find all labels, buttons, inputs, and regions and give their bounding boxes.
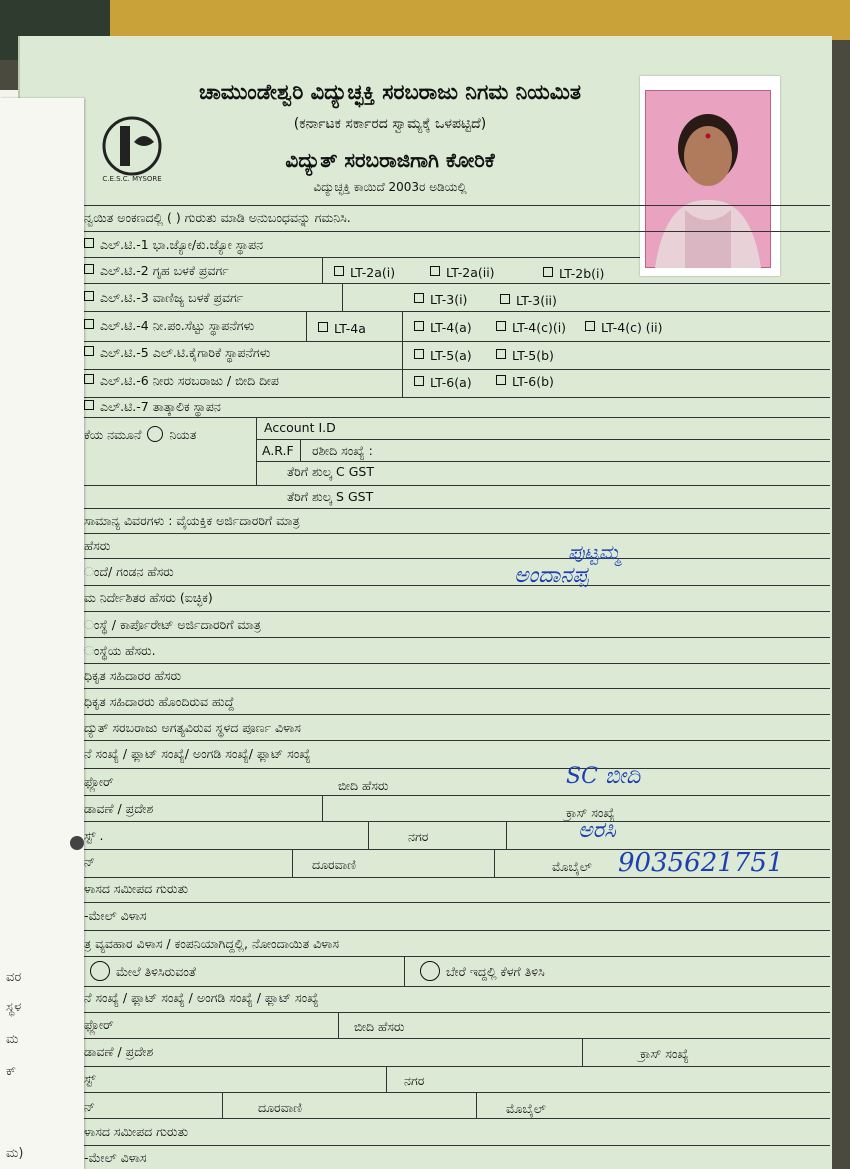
cell-divider: [322, 795, 323, 821]
row-rule: [84, 821, 830, 822]
cross-no-label-2: ಕ್ರಾಸ್ ಸಂಖ್ಯೆ: [640, 1046, 689, 1061]
checkbox-icon: [414, 349, 424, 359]
landmark-label: ಳಾಸದ ಸಮೀಪದ ಗುರುತು: [84, 881, 189, 896]
punch-hole: [70, 836, 84, 850]
handwritten-father-name: ಅಂದಾನಪ್ಪ: [514, 563, 589, 588]
row-rule: [84, 533, 830, 534]
applicant-photo-card: [640, 76, 780, 276]
city-label-2: ನಗರ: [404, 1073, 425, 1088]
connection-type-label: ಕೆಯ ನಮೂನೆ ನಿಯತ: [84, 427, 197, 442]
row-rule: [84, 283, 830, 284]
street-label-2: ಬೀದಿ ಹೆಸರು: [354, 1019, 405, 1034]
cgst-label: ತೆರಿಗೆ ಶುಲ್ಕ C GST: [287, 464, 375, 479]
floor-label: ಫ್ಲೋರ್: [84, 774, 114, 789]
tariff-lt3[interactable]: ಎಲ್.ಟಿ.-3 ವಾಣಿಜ್ಯ ಬಳಕೆ ಪ್ರವರ್ಗ: [84, 290, 243, 306]
post-label: ಸ್ಟ್ .: [84, 828, 104, 843]
tariff-lt6[interactable]: ಎಲ್.ಟಿ.-6 ನೀರು ಸರಬರಾಜು / ಬೀದಿ ದೀಪ: [84, 373, 279, 389]
row-rule: [84, 231, 830, 232]
email-label: -ಮೇಲ್ ವಿಳಾಸ: [84, 908, 147, 923]
pin-label: ನ್: [84, 854, 96, 869]
checkbox-icon: [84, 346, 94, 356]
logo-caption: C.E.S.C. MYSORE: [102, 175, 162, 183]
option-lt2a-i[interactable]: LT-2a(i): [334, 265, 395, 280]
cell-divider: [476, 1092, 477, 1118]
post-label-2: ಸ್ಟ್: [84, 1071, 96, 1086]
row-rule: [84, 1012, 830, 1013]
checkbox-icon: [84, 264, 94, 274]
row-rule: [84, 205, 830, 206]
row-rule: [84, 986, 830, 987]
checkbox-icon: [496, 349, 506, 359]
handwritten-mobile: 9035621751: [618, 848, 784, 878]
cell-divider: [256, 417, 257, 485]
row-rule: [84, 558, 830, 559]
row-rule: [84, 740, 830, 741]
checkbox-icon: [585, 321, 595, 331]
row-rule: [84, 637, 830, 638]
cell-divider: [404, 956, 405, 986]
checkbox-icon: [430, 266, 440, 276]
arf-label: A.R.F: [262, 443, 294, 458]
handwritten-street: SC ಬೀದಿ: [566, 764, 641, 789]
area-label-2: ಡಾವಣೆ / ಪ್ರದೇಶ: [84, 1044, 154, 1059]
tariff-lt1[interactable]: ಎಲ್.ಟಿ.-1 ಭಾ.ಜ್ಯೋ/ಕು.ಜ್ಯೋ ಸ್ಥಾಪನ: [84, 237, 263, 253]
email-label-2: -ಮೇಲ್ ವಿಳಾಸ: [84, 1150, 147, 1165]
row-rule: [84, 714, 830, 715]
back-page-text: ವರ: [6, 970, 22, 985]
cell-divider: [494, 849, 495, 877]
row-rule: [84, 1092, 830, 1093]
row-rule: [84, 508, 830, 509]
row-rule: [84, 397, 830, 398]
instruction-text: ನ್ವಯಿತ ಅಂಕಣದಲ್ಲಿ ( ) ಗುರುತು ಮಾಡಿ ಅನುಬಂಧವನ್ನು ಗಮನಿಸಿ.: [84, 210, 351, 225]
checkbox-icon: [414, 321, 424, 331]
supply-address-heading: ದ್ಯುತ್ ಸರಬರಾಜು ಅಗತ್ಯವಿರುವ ಸ್ಥಳದ ಪೂರ್ಣ ವಿಳಾಸ: [84, 720, 301, 735]
row-rule: [84, 585, 830, 586]
cell-divider: [338, 1012, 339, 1038]
radio-icon[interactable]: [420, 961, 440, 981]
option-lt3-ii[interactable]: LT-3(ii): [500, 293, 557, 308]
checkbox-icon: [84, 400, 94, 410]
nominee-label: ಮ ನಿರ್ದೇಶಿತರ ಹೆಸರು (ಐಚ್ಛಿಕ): [84, 590, 213, 605]
cell-divider: [292, 849, 293, 877]
org-subtitle: (ಕರ್ನಾಟಕ ಸರ್ಕಾರದ ಸ್ವಾಮ್ಯಕ್ಕೆ ಒಳಪಟ್ಟಿದೆ): [293, 116, 487, 132]
checkbox-icon: [84, 291, 94, 301]
back-page-text: ಮ: [6, 1032, 19, 1047]
father-name-label: ಂದೆ/ ಗಂಡನ ಹೆಸರು: [84, 564, 174, 579]
cell-divider: [342, 283, 343, 311]
row-rule: [84, 902, 830, 903]
same-as-above-option[interactable]: ಮೇಲೆ ತಿಳಿಸಿರುವಂತೆ: [84, 961, 196, 981]
tariff-lt7[interactable]: ಎಲ್.ಟಿ.-7 ತಾತ್ಕಾಲಿಕ ಸ್ಥಾಪನ: [84, 399, 221, 415]
mobile-label: ಮೊಬೈಲ್: [552, 859, 592, 874]
checkbox-icon: [84, 374, 94, 384]
row-rule: [84, 956, 830, 957]
option-lt5a[interactable]: LT-5(a): [414, 348, 472, 363]
row-rule: [84, 795, 830, 796]
option-lt6a[interactable]: LT-6(a): [414, 375, 472, 390]
house-no-label: ನೆ ಸಂಖ್ಯೆ / ಫ್ಲಾಟ್ ಸಂಖ್ಯೆ/ ಅಂಗಡಿ ಸಂಖ್ಯೆ/ ಫ್ಲಾಟ್ ಸಂಖ್ಯೆ: [84, 746, 311, 761]
row-rule: [256, 439, 830, 440]
row-rule: [84, 369, 830, 370]
mobile-label-2: ಮೊಬೈಲ್: [506, 1101, 546, 1116]
option-lt4a[interactable]: LT-4a: [318, 321, 366, 336]
handwritten-name: ಪುಟ್ಟಮ್ಮ: [568, 540, 621, 564]
option-lt6b[interactable]: LT-6(b): [496, 374, 554, 389]
company-heading: ಂಸ್ಥೆ / ಕಾರ್ಪೊರೇಟ್ ಅರ್ಜಿದಾರರಿಗೆ ಮಾತ್ರ: [84, 617, 261, 632]
authorized-post-label: ಧಿಕೃತ ಸಹಿದಾರರು ಹೊಂದಿರುವ ಹುದ್ದೆ: [84, 694, 235, 709]
street-label: ಬೀದಿ ಹೆಸರು: [338, 778, 389, 793]
row-rule: [84, 257, 640, 258]
cell-divider: [222, 1092, 223, 1118]
checkbox-icon: [496, 375, 506, 385]
row-rule: [84, 663, 830, 664]
tariff-lt2[interactable]: ಎಲ್.ಟಿ.-2 ಗೃಹ ಬಳಕೆ ಪ್ರವರ್ಗ: [84, 263, 229, 279]
phone-label-2: ದೂರವಾಣಿ: [258, 1100, 302, 1115]
overlapping-paper: [0, 98, 84, 1169]
row-rule: [84, 930, 830, 931]
checkbox-icon: [334, 266, 344, 276]
checkbox-icon: [84, 319, 94, 329]
checkbox-icon: [414, 293, 424, 303]
name-label: ಹೆಸರು: [84, 538, 111, 553]
back-page-text: ಸ್ಥಳ: [6, 1000, 22, 1015]
radio-icon[interactable]: [147, 426, 163, 442]
tariff-lt5[interactable]: ಎಲ್.ಟಿ.-5 ಎಲ್.ಟಿ.ಕೈಗಾರಿಕೆ ಸ್ಥಾಪನೆಗಳು: [84, 345, 270, 361]
checkbox-icon: [543, 267, 553, 277]
row-rule: [84, 611, 830, 612]
option-lt2b-i[interactable]: LT-2b(i): [543, 266, 604, 281]
row-rule: [84, 1118, 830, 1119]
cesc-logo: [96, 112, 168, 184]
cell-divider: [306, 311, 307, 341]
option-lt5b[interactable]: LT-5(b): [496, 348, 554, 363]
checkbox-icon: [500, 294, 510, 304]
form-title: ವಿದ್ಯುತ್ ಸರಬರಾಜಿಗಾಗಿ ಕೋರಿಕೆ: [285, 148, 495, 172]
back-page-text: ಕ್: [6, 1064, 17, 1079]
tariff-lt4[interactable]: ಎಲ್.ಟಿ.-4 ನೀ.ಪಂ.ಸೆಟ್ಟು ಸ್ಥಾಪನೆಗಳು: [84, 318, 254, 334]
row-rule: [84, 1038, 830, 1039]
cell-divider: [506, 821, 507, 849]
row-rule: [84, 311, 830, 312]
option-lt4-a[interactable]: LT-4(a): [414, 320, 472, 335]
row-rule: [84, 417, 830, 418]
back-page-text: ಮ): [6, 1146, 24, 1161]
row-rule: [84, 485, 830, 486]
house-no-label-2: ನೆ ಸಂಖ್ಯೆ / ಫ್ಲಾಟ್ ಸಂಖ್ಯೆ / ಅಂಗಡಿ ಸಂಖ್ಯೆ / ಫ್ಲಾಟ್ ಸಂಖ್ಯೆ: [84, 990, 319, 1005]
sgst-label: ತೆರಿಗೆ ಶುಲ್ಕ S GST: [287, 489, 374, 504]
receipt-no-label: ರಶೀದಿ ಸಂಖ್ಯೆ :: [312, 443, 373, 458]
floor-label-2: ಫ್ಲೋರ್: [84, 1017, 114, 1032]
general-details-heading: ಸಾಮಾನ್ಯ ವಿವರಗಳು : ವೈಯಕ್ತಿಕ ಅರ್ಜಿದಾರರಿಗೆ ಮಾತ್ರ: [84, 513, 300, 528]
cell-divider: [582, 1038, 583, 1066]
radio-icon[interactable]: [90, 961, 110, 981]
checkbox-icon: [318, 322, 328, 332]
row-rule: [84, 688, 830, 689]
city-label: ನಗರ: [408, 829, 429, 844]
cell-divider: [300, 439, 301, 461]
applicant-photo: [645, 90, 771, 268]
checkbox-icon: [496, 321, 506, 331]
pin-label-2: ನ್: [84, 1099, 96, 1114]
communication-address-label: ತ್ರ ವ್ಯವಹಾರ ವಿಳಾಸ / ಕಂಪನಿಯಾಗಿದ್ದಲ್ಲಿ, ನೋಂದಾಯಿತ ವಿಳಾಸ: [84, 936, 339, 951]
option-lt2a-ii[interactable]: LT-2a(ii): [430, 265, 495, 280]
cell-divider: [322, 257, 323, 283]
authorized-person-label: ಧಿಕೃತ ಸಹಿದಾರರ ಹೆಸರು: [84, 668, 182, 683]
row-rule: [84, 341, 830, 342]
option-lt4c-i[interactable]: LT-4(c)(i): [496, 320, 566, 335]
area-label: ಡಾವಣೆ / ಪ್ರದೇಶ: [84, 801, 154, 816]
act-line: ವಿದ್ಯುಚ್ಛಕ್ತಿ ಕಾಯಿದೆ 2003ರ ಅಡಿಯಲ್ಲಿ: [313, 180, 467, 194]
row-rule: [256, 461, 830, 462]
other-address-option[interactable]: ಬೇರೆ ಇದ್ದಲ್ಲಿ ಕೆಳಗೆ ತಿಳಿಸಿ: [414, 961, 545, 981]
checkbox-icon: [414, 376, 424, 386]
cell-divider: [386, 1066, 387, 1092]
account-id-label: Account I.D: [264, 420, 336, 435]
option-lt3-i[interactable]: LT-3(i): [414, 292, 467, 307]
row-rule: [84, 1145, 830, 1146]
checkbox-icon: [84, 238, 94, 248]
row-rule: [84, 768, 830, 769]
handwritten-city: ಅರಸಿ: [578, 818, 616, 843]
cross-no-label: ಕ್ರಾಸ್ ಸಂಖ್ಯೆ: [566, 805, 615, 820]
landmark-label-2: ಳಾಸದ ಸಮೀಪದ ಗುರುತು: [84, 1124, 189, 1139]
org-name: ಚಾಮುಂಡೇಶ್ವರಿ ವಿದ್ಯುಚ್ಛಕ್ತಿ ಸರಬರಾಜು ನಿಗಮ ನಿಯಮಿತ: [198, 80, 581, 104]
company-name-label: ಂಸ್ಥೆಯ ಹೆಸರು.: [84, 643, 156, 658]
background-top-band: [110, 0, 850, 40]
cell-divider: [368, 821, 369, 849]
row-rule: [84, 1066, 830, 1067]
option-lt4c-ii[interactable]: LT-4(c) (ii): [585, 320, 663, 335]
cell-divider: [402, 311, 403, 341]
phone-label: ದೂರವಾಣಿ: [312, 857, 356, 872]
